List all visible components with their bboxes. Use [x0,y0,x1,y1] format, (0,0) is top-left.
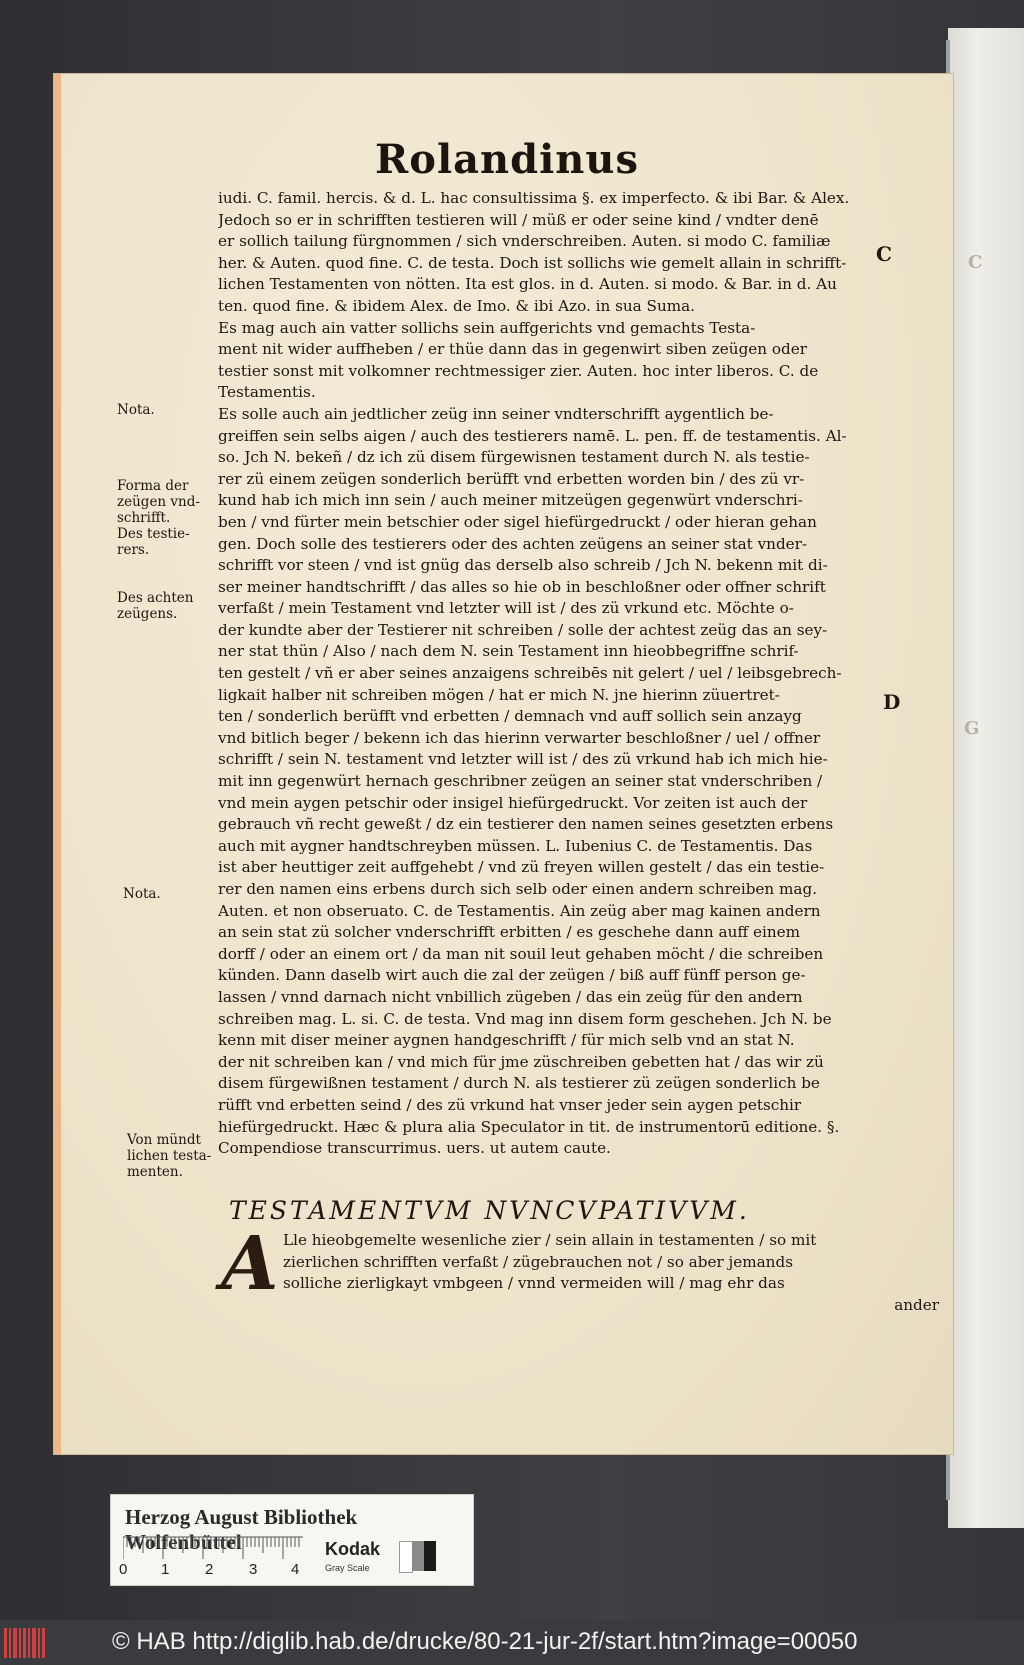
text-line: Testamentis. [218,383,316,402]
library-color-card [110,1494,474,1586]
text-line: rer den namen eins erbens durch sich selb oder einen andern schreiben mag. [218,880,818,898]
text-line: lichen Testamenten von nötten. Ita est glos. in d. Auten. si modo. & Bar. in d. Au [218,275,837,294]
text-line: kund hab ich mich inn sein / auch meiner mitzeügen gegenwürt vnderschri- [218,491,803,510]
text-line: Es mag auch ain vatter sollichs sein auffgerichts vnd gemachts Testa- [218,318,756,337]
text-line: schrifft / sein N. testament vnd letzter will ist / des zü vrkund hab ich mich hie- [218,750,828,769]
text-line: testier sonst mit volkomner rechtmessiger zier. Auten. hoc inter liberos. C. de [218,361,819,380]
text-line: verfaßt / mein Testament vnd letzter will ist / des zü vrkund etc. Möchte o- [218,599,794,618]
text-line: lassen / vnnd darnach nicht vnbillich zügeben / das ein zeüg für den andern [218,987,803,1006]
gray-patch-black [424,1541,436,1571]
closing-line: solliche zierligkayt vmbgeen / vnnd vermeiden will / mag ehr das [283,1274,785,1293]
ruler-number: 3 [249,1561,258,1578]
text-line: greiffen sein selbs aigen / auch des testierers namē. L. pen. ff. de testamentis. Al- [218,426,847,445]
text-line: Jedoch so er in schrifften testieren will / müß er oder seine kind / vndter denē [218,210,819,229]
text-line: iudi. C. famil. hercis. & d. L. hac consultissima §. ex imperfecto. & ibi Bar. & Alex. [218,189,850,207]
text-line: vnd bitlich beger / bekenn ich das hierinn verwarter beschloßner / uel / offner [218,728,821,747]
text-line: auch mit aygner handtschreyben müssen. L. Iubenius C. de Testamentis. Das [218,836,813,855]
closing-line: Lle hieobgemelte wesenliche zier / sein allain in testamenten / so mit [283,1231,817,1249]
ruler-number: 0 [119,1561,128,1578]
facing-page-bleed-mark: G [964,718,980,739]
margin-note-nota: Nota. [117,402,155,418]
text-line: mit inn gegenwürt hernach geschribner zeügen an seiner stat vnderschriben / [218,772,823,791]
section-title: TESTAMENTVM NVNCVPATIVVM. [229,1196,750,1225]
text-line: Es solle auch ain jedtlicher zeüg inn seiner vndterschrifft aygentlich be- [218,404,774,423]
ruler-number: 2 [205,1561,214,1578]
gray-patch-white [399,1541,413,1573]
ruler-number: 4 [291,1561,300,1578]
footer-copyright-url: © HAB http://diglib.hab.de/drucke/80-21-jur-2f/start.htm?image=00050 [112,1628,858,1655]
closing-text [283,1230,939,1316]
decorated-initial: A [221,1221,279,1307]
margin-note-muendliche: Von mündt lichen testa- menten. [127,1132,212,1180]
text-line: schrifft vor steen / vnd ist gnüg das derselb also schreib / Jch N. bekenn mit di- [218,556,828,575]
text-line: er sollich tailung fürgnommen / sich vnderschreiben. Auten. si modo C. familiæ [218,232,831,251]
ruler-scale [123,1535,303,1561]
kodak-logo: Kodak [325,1539,381,1559]
text-line: ten / sonderlich berüfft vnd erbetten / demnach vnd auff sollich sein anzayg [218,707,802,726]
facing-page-edge [948,28,1024,1528]
gray-patch-mid [412,1541,424,1571]
text-line: an sein stat zü solcher vnderschrifft erbitten / es geschehe dann auff einem [218,923,801,942]
text-line: der kundte aber der Testierer nit schreiben / solle der achtest zeüg das an sey- [218,620,828,639]
barcode-icon [4,1628,48,1658]
side-mark-d: D [883,690,901,714]
book-page [54,74,953,1454]
ruler-number: 1 [161,1561,170,1578]
text-line: ten. quod fine. & ibidem Alex. de Imo. & ibi Azo. in sua Suma. [218,296,696,315]
margin-note-nota-2: Nota. [123,886,161,902]
text-line: ment nit wider auffheben / er thüe dann das in gegenwirt siben zeügen oder [218,340,807,359]
text-line: der nit schreiben kan / vnd mich für jme züschreiben gebetten hat / das wir zü [218,1052,824,1071]
text-line: gen. Doch solle des testierers oder des achten zeügens an seiner stat vnder- [218,534,808,553]
text-line: ner stat thün / Also / nach dem N. sein Testament inn hieobbegriffne schrif- [218,642,799,661]
footer-bar [0,1620,1024,1665]
main-text [218,188,938,1160]
text-line: ist aber heuttiger zeit auffgehebt / vnd zü freyen willen gestelt / das ein testie- [218,858,825,877]
library-name: Herzog August Bibliothek Wolfenbüttel [125,1505,358,1554]
text-line: ten gestelt / vñ er aber seines anzaigens schreibēs nit gelert / uel / leibsgebrech- [218,664,842,683]
text-line: Auten. et non obseruato. C. de Testamentis. Ain zeüg aber mag kainen andern [218,901,821,920]
facing-page-bleed-mark: C [968,252,983,273]
margin-note-achten: Des achten zeügens. [117,590,194,622]
side-mark-c: C [876,242,892,266]
text-line: disem fürgewißnen testament / durch N. als testierer zü zeügen sonderlich be [218,1074,820,1093]
text-line: ser meiner handtschrifft / das alles so hie ob in beschloßner oder offner schrift [218,577,826,596]
text-line: dorff / oder an einem ort / da man nit souil leut gehaben möcht / die schreiben [218,944,824,963]
text-line: künden. Dann daselb wirt auch die zal der zeügen / biß auff fünff person ge- [218,966,806,985]
text-line: ben / vnd fürter mein betschier oder sigel hiefürgedruckt / oder hieran gehan [218,512,817,531]
text-line: kenn mit diser meiner aygnen handgeschrifft / für mich selb vnd an stat N. [218,1031,795,1050]
closing-line: zierlichen schrifften verfaßt / zügebrauchen not / so aber jemands [283,1252,793,1271]
text-line: hiefürgedruckt. Hæc & plura alia Speculator in tit. de instrumentorū editione. §. [218,1117,840,1136]
text-line: rüfft vnd erbetten seind / des zü vrkund hat vnser jeder sein aygen petschir [218,1095,802,1114]
margin-note-forma: Forma der zeügen vnd- schrifft. Des testie- rers. [117,478,200,558]
text-line: rer zü einem zeügen sonderlich berüfft vnd erbetten worden bin / des zü vr- [218,469,805,488]
text-line: vnd mein aygen petschir oder insigel hiefürgedruckt. Vor zeiten ist auch der [218,793,808,812]
catchword: ander [894,1295,939,1314]
text-line: schreiben mag. L. si. C. de testa. Vnd mag inn disem form geschehen. Jch N. be [218,1009,832,1028]
gray-scale-label: Gray Scale [325,1563,370,1573]
text-line: so. Jch N. bekeñ / dz ich zü disem fürgewisnen testament durch N. als testie- [218,448,810,467]
text-line: gebrauch vñ recht geweßt / dz ein testierer den namen seines gesetzten erbens [218,815,834,834]
text-line: her. & Auten. quod fine. C. de testa. Doch ist sollichs wie gemelt allain in schrifft- [218,253,847,272]
text-line: ligkait halber nit schreiben mögen / hat er mich N. jne hierinn züuertret- [218,685,780,704]
text-line: Compendiose transcurrimus. uers. ut autem caute. [218,1139,611,1158]
running-head: Rolandinus [375,136,639,183]
